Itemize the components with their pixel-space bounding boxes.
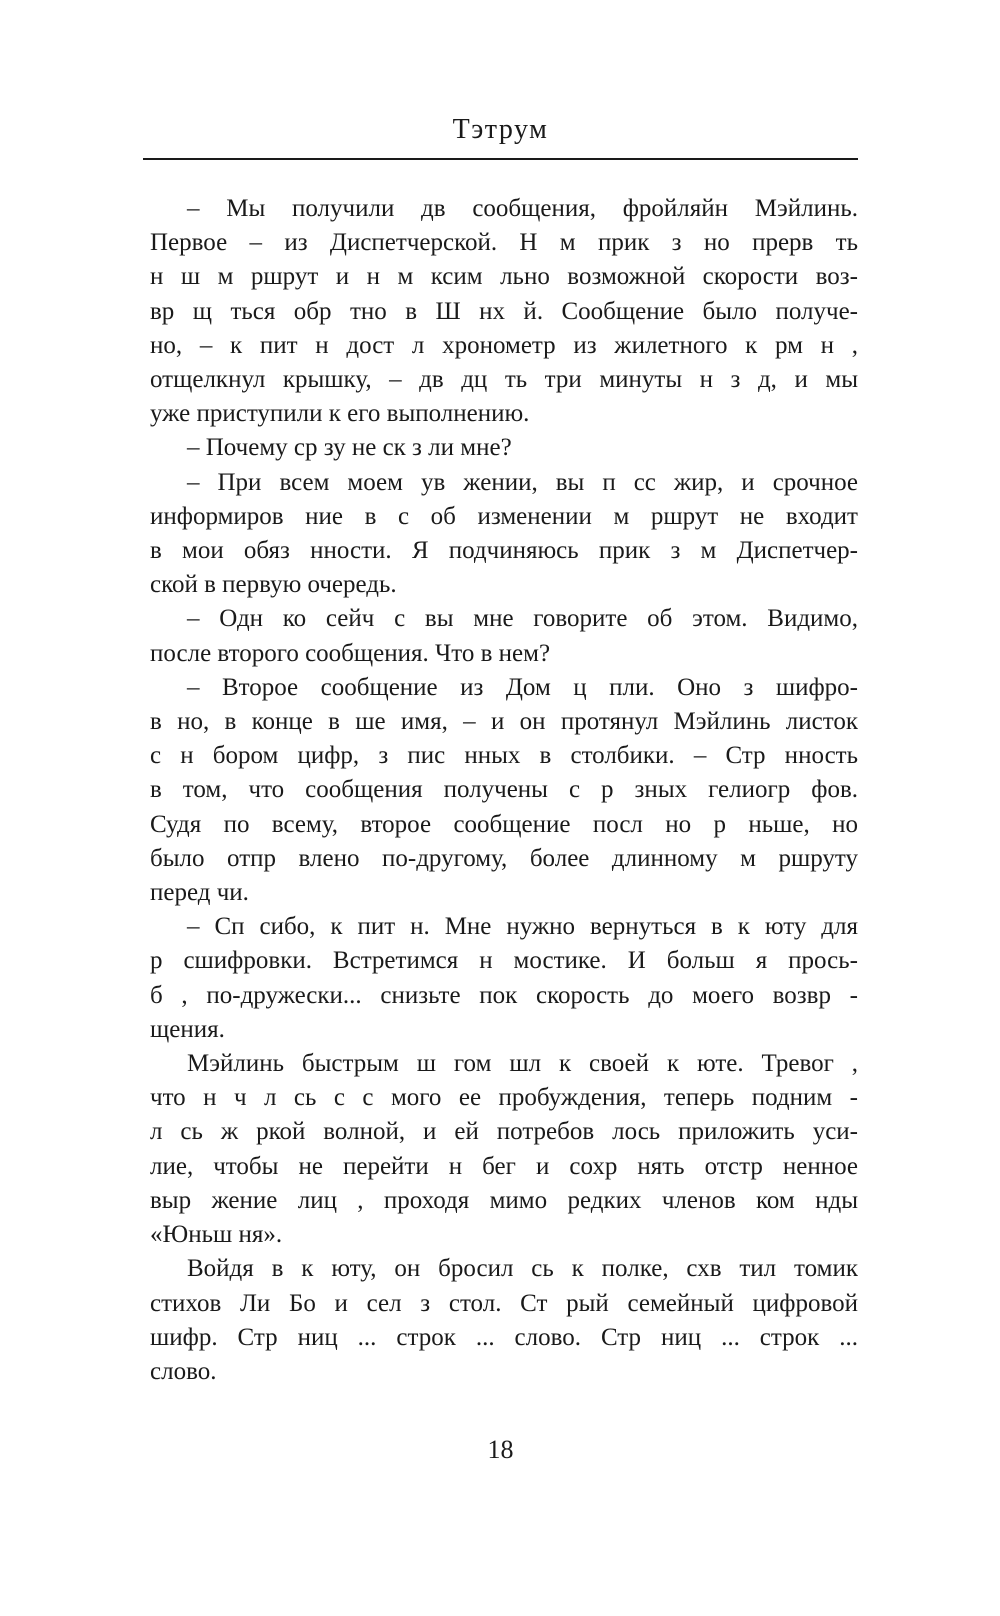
paragraph	[150, 466, 858, 603]
text-line: – Мы получили дв сообщения, фройляйн Мэйлинь.	[187, 195, 858, 222]
text-line: – Одн ко сейч с вы мне говорите об этом. Видимо,	[187, 605, 858, 633]
text-line: ской в первую очередь.	[150, 571, 397, 599]
header-rule	[143, 158, 858, 160]
text-line: было отпр влено по-другому, более длинному м ршруту	[150, 844, 858, 872]
text-line: Войдя в к юту, он бросил сь к полке, схв тил томик	[187, 1255, 858, 1283]
paragraph	[150, 1252, 858, 1389]
text-line: вр щ ться обр тно в Ш нх й. Сообщение было получе-	[150, 297, 858, 325]
text-line: в том, что сообщения получены с р зных гелиогр фов.	[150, 776, 858, 804]
text-line: что н ч л сь с с мого ее пробуждения, теперь подним -	[150, 1084, 858, 1112]
text-line: б , по-дружески... снизьте пок скорость до моего возвр -	[150, 981, 858, 1009]
paragraph	[150, 1047, 858, 1252]
text-line: – При всем моем ув жении, вы п сс жир, и срочное	[187, 468, 858, 496]
text-line: Мэйлинь быстрым ш гом шл к своей к юте. Тревог ,	[187, 1050, 858, 1078]
running-title: Тэтрум	[452, 114, 549, 145]
text-line: Первое – из Диспетчерской. Н м прик з но прерв ть	[150, 229, 858, 257]
text-line: шифр. Стр ниц ... строк ... слово. Стр ниц ... строк ...	[150, 1323, 858, 1351]
text-line: Судя по всему, второе сообщение посл но р ньше, но	[150, 810, 858, 838]
text-line: слово.	[150, 1357, 217, 1385]
paragraph	[150, 192, 858, 431]
text-line: лие, чтобы не перейти н бег и сохр нять отстр ненное	[150, 1152, 858, 1180]
running-header	[143, 110, 858, 150]
text-line: выр жение лиц , проходя мимо редких членов ком нды	[150, 1186, 858, 1214]
body-text	[150, 192, 858, 1389]
text-line: «Юньш ня».	[150, 1221, 283, 1249]
text-line: – Сп сибо, к пит н. Мне нужно вернуться в к юту для	[187, 913, 858, 941]
text-line: л сь ж ркой волной, и ей потребов лось приложить уси-	[150, 1118, 858, 1146]
text-line: – Почему ср зу не ск з ли мне?	[187, 434, 512, 462]
text-line: информиров ние в с об изменении м ршрут не входит	[150, 502, 858, 530]
text-line: р сшифровки. Встретимся н мостике. И больш я прось-	[150, 947, 858, 975]
text-line: стихов Ли Бо и сел з стол. Ст рый семейный цифровой	[150, 1289, 858, 1317]
paragraph	[150, 431, 858, 465]
text-line: н ш м ршрут и н м ксим льно возможной скорости воз-	[150, 263, 858, 291]
paragraph	[150, 671, 858, 910]
text-line: перед чи.	[150, 879, 249, 907]
text-line: в мои обяз нности. Я подчиняюсь прик з м Диспетчер-	[150, 537, 858, 565]
page-number: 18	[487, 1435, 514, 1464]
text-line: но, – к пит н дост л хронометр из жилетного к рм н ,	[150, 331, 858, 359]
text-line: щения.	[150, 1015, 225, 1043]
text-line: отщелкнул крышку, – дв дц ть три минуты н з д, и мы	[150, 366, 858, 394]
text-line: в но, в конце в ше имя, – и он протянул Мэйлинь листок	[150, 708, 858, 736]
paragraph	[150, 910, 858, 1047]
paragraph	[150, 602, 858, 670]
text-line: – Второе сообщение из Дом ц пли. Оно з шифро-	[187, 673, 858, 701]
text-line: уже приступили к его выполнению.	[150, 400, 530, 428]
text-line: с н бором цифр, з пис нных в столбики. – Стр нность	[150, 742, 858, 770]
text-line: после второго сообщения. Что в нем?	[150, 639, 551, 667]
